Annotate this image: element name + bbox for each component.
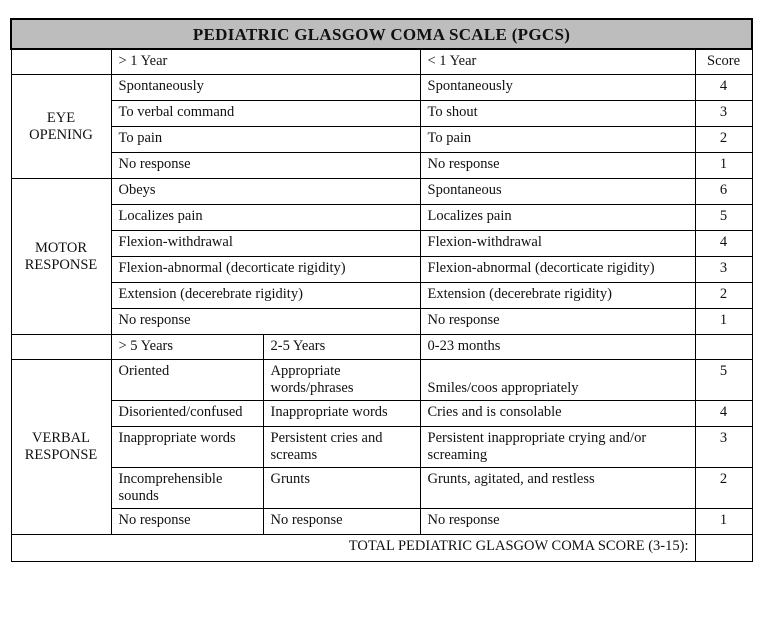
eye-row-under1: To shout [420, 101, 695, 127]
motor-row-under1: No response [420, 309, 695, 335]
verbal-row-score: 2 [695, 468, 752, 509]
table-title: PEDIATRIC GLASGOW COMA SCALE (PGCS) [11, 19, 752, 49]
eye-label-line2: OPENING [29, 126, 93, 143]
eye-label-line1: EYE [46, 109, 76, 126]
verbal-row-2-5: Persistent cries and screams [263, 427, 420, 468]
eye-row-score: 3 [695, 101, 752, 127]
motor-row-over1: Extension (decerebrate rigidity) [111, 283, 420, 309]
header-over-1-year: > 1 Year [111, 49, 420, 75]
verbal-row-score: 1 [695, 509, 752, 535]
verbal-row-score: 3 [695, 427, 752, 468]
header-under-1-year: < 1 Year [420, 49, 695, 75]
motor-row-under1: Localizes pain [420, 205, 695, 231]
motor-row-over1: No response [111, 309, 420, 335]
motor-row-over1: Obeys [111, 179, 420, 205]
header-2-5-years: 2-5 Years [263, 335, 420, 360]
eye-row-over1: No response [111, 153, 420, 179]
verbal-row-over5: Incomprehensible sounds [111, 468, 263, 509]
motor-row-score: 5 [695, 205, 752, 231]
verbal-row-2-5: No response [263, 509, 420, 535]
eye-row-score: 4 [695, 75, 752, 101]
motor-row-over1: Localizes pain [111, 205, 420, 231]
eye-row-over1: To verbal command [111, 101, 420, 127]
verbal-row-0-23: Persistent inappropriate crying and/or screaming [420, 427, 695, 468]
verbal-row-2-5: Inappropriate words [263, 401, 420, 427]
verbal-row-score: 5 [695, 360, 752, 401]
motor-label-line1: MOTOR [34, 239, 88, 256]
verbal-row-over5: No response [111, 509, 263, 535]
motor-row-score: 4 [695, 231, 752, 257]
header-blank [11, 49, 111, 75]
total-score-value[interactable] [695, 535, 752, 562]
eye-row-under1: Spontaneously [420, 75, 695, 101]
header-0-23-months: 0-23 months [420, 335, 695, 360]
motor-row-under1: Extension (decerebrate rigidity) [420, 283, 695, 309]
verbal-header-blank [11, 335, 111, 360]
eye-row-over1: Spontaneously [111, 75, 420, 101]
verbal-row-0-23: Smiles/coos appropriately [420, 360, 695, 401]
motor-label-line2: RESPONSE [24, 256, 98, 273]
header-over-5-years: > 5 Years [111, 335, 263, 360]
verbal-response-category [11, 360, 111, 535]
motor-row-under1: Flexion-withdrawal [420, 231, 695, 257]
total-score-label: TOTAL PEDIATRIC GLASGOW COMA SCORE (3-15): [11, 535, 695, 562]
verbal-row-over5: Disoriented/confused [111, 401, 263, 427]
eye-opening-category [11, 75, 111, 179]
motor-row-over1: Flexion-withdrawal [111, 231, 420, 257]
eye-row-over1: To pain [111, 127, 420, 153]
eye-row-score: 1 [695, 153, 752, 179]
eye-row-under1: No response [420, 153, 695, 179]
header-score: Score [695, 49, 752, 75]
verbal-row-score: 4 [695, 401, 752, 427]
pgcs-table [10, 18, 753, 562]
verbal-row-over5: Inappropriate words [111, 427, 263, 468]
motor-row-score: 6 [695, 179, 752, 205]
verbal-header-score-blank [695, 335, 752, 360]
motor-row-over1: Flexion-abnormal (decorticate rigidity) [111, 257, 420, 283]
verbal-row-0-23: Cries and is consolable [420, 401, 695, 427]
verbal-row-2-5: Grunts [263, 468, 420, 509]
eye-row-score: 2 [695, 127, 752, 153]
eye-row-under1: To pain [420, 127, 695, 153]
motor-row-score: 2 [695, 283, 752, 309]
verbal-row-0-23: Grunts, agitated, and restless [420, 468, 695, 509]
verbal-row-2-5: Appropriate words/phrases [263, 360, 420, 401]
motor-row-under1: Spontaneous [420, 179, 695, 205]
verbal-label-line1: VERBAL [32, 430, 90, 446]
verbal-label-line2: RESPONSE [24, 447, 98, 463]
motor-row-score: 1 [695, 309, 752, 335]
motor-response-category [11, 179, 111, 335]
motor-row-score: 3 [695, 257, 752, 283]
verbal-row-over5: Oriented [111, 360, 263, 401]
verbal-row-0-23: No response [420, 509, 695, 535]
motor-row-under1: Flexion-abnormal (decorticate rigidity) [420, 257, 695, 283]
